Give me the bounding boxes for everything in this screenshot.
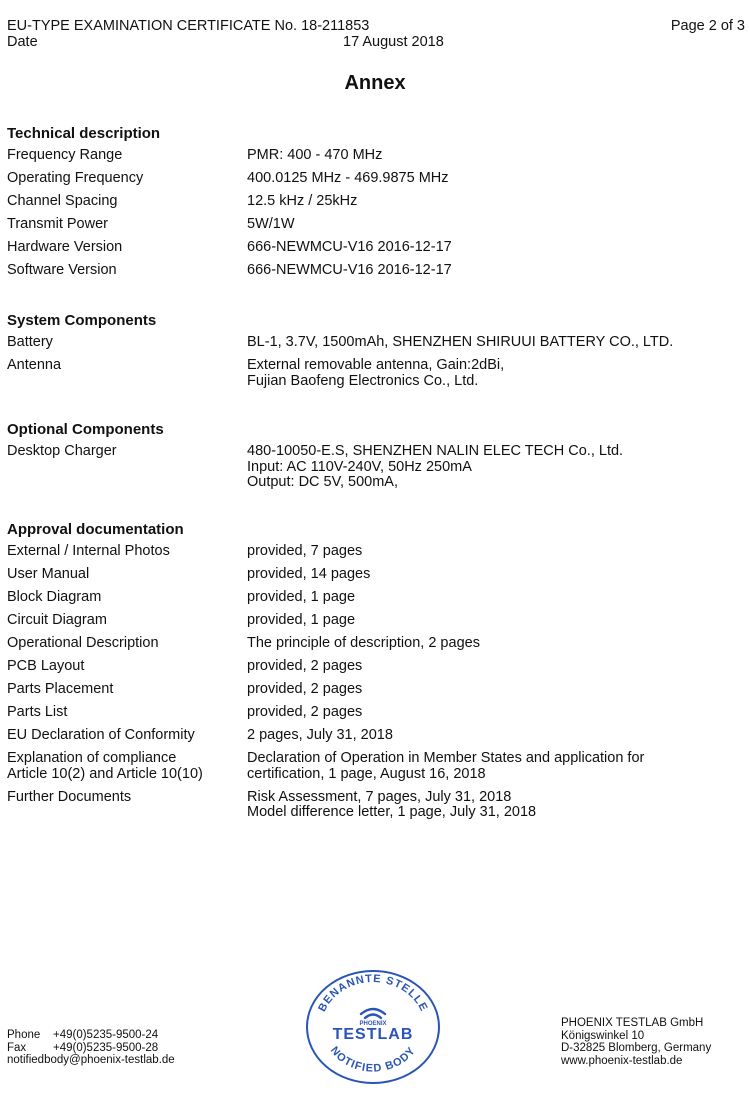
footer-contact: [7, 1029, 175, 1067]
section-title: Technical description: [7, 125, 161, 142]
row-label: Parts Placement: [7, 681, 114, 697]
website: www.phoenix-testlab.de: [561, 1054, 683, 1067]
technical-description-section: [7, 125, 747, 286]
phone-number: +49(0)5235-9500-24: [53, 1029, 159, 1041]
city-address: D-32825 Blomberg, Germany: [561, 1042, 712, 1054]
row-label-line: Explanation of compliance: [7, 750, 177, 766]
row-value: provided, 2 pages: [247, 681, 363, 697]
row-value: 400.0125 MHz - 469.9875 MHz: [247, 170, 449, 186]
row-value: PMR: 400 - 470 MHz: [247, 147, 383, 163]
row-label: Frequency Range: [7, 147, 123, 163]
section-title: Approval documentation: [7, 521, 184, 538]
row-value: 666-NEWMCU-V16 2016-12-17: [247, 262, 452, 278]
table-row: [7, 148, 747, 164]
stamp-wave-icon: [361, 1009, 385, 1018]
table-row: [7, 358, 747, 389]
page-title: Annex: [344, 72, 406, 94]
table-row: [7, 705, 747, 721]
table-row: [7, 171, 747, 187]
table-row: [7, 263, 747, 279]
phone-label: Phone: [7, 1029, 41, 1041]
approval-documentation-section: [7, 521, 747, 828]
table-row: [7, 636, 747, 652]
section-title: Optional Components: [7, 421, 164, 438]
fax-label: Fax: [7, 1041, 27, 1054]
row-value: provided, 7 pages: [247, 543, 363, 559]
fax-number: +49(0)5235-9500-28: [53, 1041, 159, 1054]
row-label: User Manual: [7, 566, 90, 582]
row-value: provided, 1 page: [247, 612, 356, 628]
company-name: PHOENIX TESTLAB GmbH: [561, 1017, 704, 1029]
row-value: 5W/1W: [247, 216, 295, 232]
row-value: provided, 2 pages: [247, 658, 363, 674]
table-row: [7, 728, 747, 744]
stamp-brand: TESTLAB: [332, 1026, 414, 1043]
row-value: provided, 1 page: [247, 589, 356, 605]
row-value-line: 480-10050-E.S, SHENZHEN NALIN ELEC TECH Co., Ltd.: [247, 443, 624, 459]
notified-body-stamp: [303, 967, 443, 1085]
row-label: Further Documents: [7, 788, 132, 805]
row-label: Channel Spacing: [7, 193, 118, 209]
row-label: Transmit Power: [7, 216, 108, 232]
table-row: [7, 544, 747, 560]
row-value: provided, 14 pages: [247, 566, 371, 582]
table-row: [7, 194, 747, 210]
row-label: Battery: [7, 334, 53, 350]
stamp-brand-small: PHOENIX: [359, 1021, 387, 1027]
table-row: [7, 567, 747, 583]
optional-components-section: [7, 421, 747, 498]
table-row: [7, 444, 747, 491]
row-value: 12.5 kHz / 25kHz: [247, 193, 358, 209]
row-label: Operational Description: [7, 635, 159, 651]
row-label: Block Diagram: [7, 589, 102, 605]
row-value: 666-NEWMCU-V16 2016-12-17: [247, 239, 452, 255]
row-label: EU Declaration of Conformity: [7, 727, 195, 743]
row-label: PCB Layout: [7, 658, 85, 674]
row-label: Operating Frequency: [7, 170, 144, 186]
row-value-line: Model difference letter, 1 page, July 31, 2018: [247, 804, 537, 820]
row-label: Parts List: [7, 704, 68, 720]
system-components-section: [7, 312, 747, 397]
row-label: Antenna: [7, 357, 62, 373]
row-value: The principle of description, 2 pages: [247, 635, 480, 651]
row-label: Desktop Charger: [7, 443, 117, 459]
row-value-line: Risk Assessment, 7 pages, July 31, 2018: [247, 788, 512, 805]
row-label: Hardware Version: [7, 239, 123, 255]
row-value-line: Input: AC 110V-240V, 50Hz 250mA: [247, 458, 472, 475]
email-address: notifiedbody@phoenix-testlab.de: [7, 1054, 175, 1066]
table-row: [7, 790, 747, 821]
table-row: [7, 613, 747, 629]
table-row: [7, 335, 747, 351]
row-value: provided, 2 pages: [247, 704, 363, 720]
table-row: [7, 682, 747, 698]
section-title: System Components: [7, 312, 157, 329]
stamp-top-text: BENANNTE STELLE: [316, 972, 430, 1014]
row-label: Circuit Diagram: [7, 612, 107, 628]
date-value: 17 August 2018: [343, 34, 444, 50]
row-label: External / Internal Photos: [7, 543, 170, 559]
row-value-line: Fujian Baofeng Electronics Co., Ltd.: [247, 372, 479, 389]
table-row: [7, 751, 747, 782]
page-indicator: Page 2 of 3: [670, 18, 745, 34]
row-label: Software Version: [7, 262, 117, 278]
row-value-line: certification, 1 page, August 16, 2018: [247, 765, 486, 782]
table-row: [7, 590, 747, 606]
row-value: 2 pages, July 31, 2018: [247, 727, 393, 743]
row-value-line: Output: DC 5V, 500mA,: [247, 474, 398, 490]
row-value-line: External removable antenna, Gain:2dBi,: [247, 357, 505, 373]
table-row: [7, 217, 747, 233]
date-label: Date: [7, 34, 38, 50]
table-row: [7, 240, 747, 256]
certificate-number: EU-TYPE EXAMINATION CERTIFICATE No. 18-211853: [7, 18, 370, 34]
row-label-line: Article 10(2) and Article 10(10): [7, 765, 203, 782]
stamp-bottom-text: NOTIFIED BODY: [327, 1044, 419, 1075]
street-address: Königswinkel 10: [561, 1029, 645, 1042]
footer-address: [561, 1017, 711, 1067]
row-value: BL-1, 3.7V, 1500mAh, SHENZHEN SHIRUUI BATTERY CO., LTD.: [247, 334, 674, 350]
row-value-line: Declaration of Operation in Member States and application for: [247, 750, 645, 766]
table-row: [7, 659, 747, 675]
